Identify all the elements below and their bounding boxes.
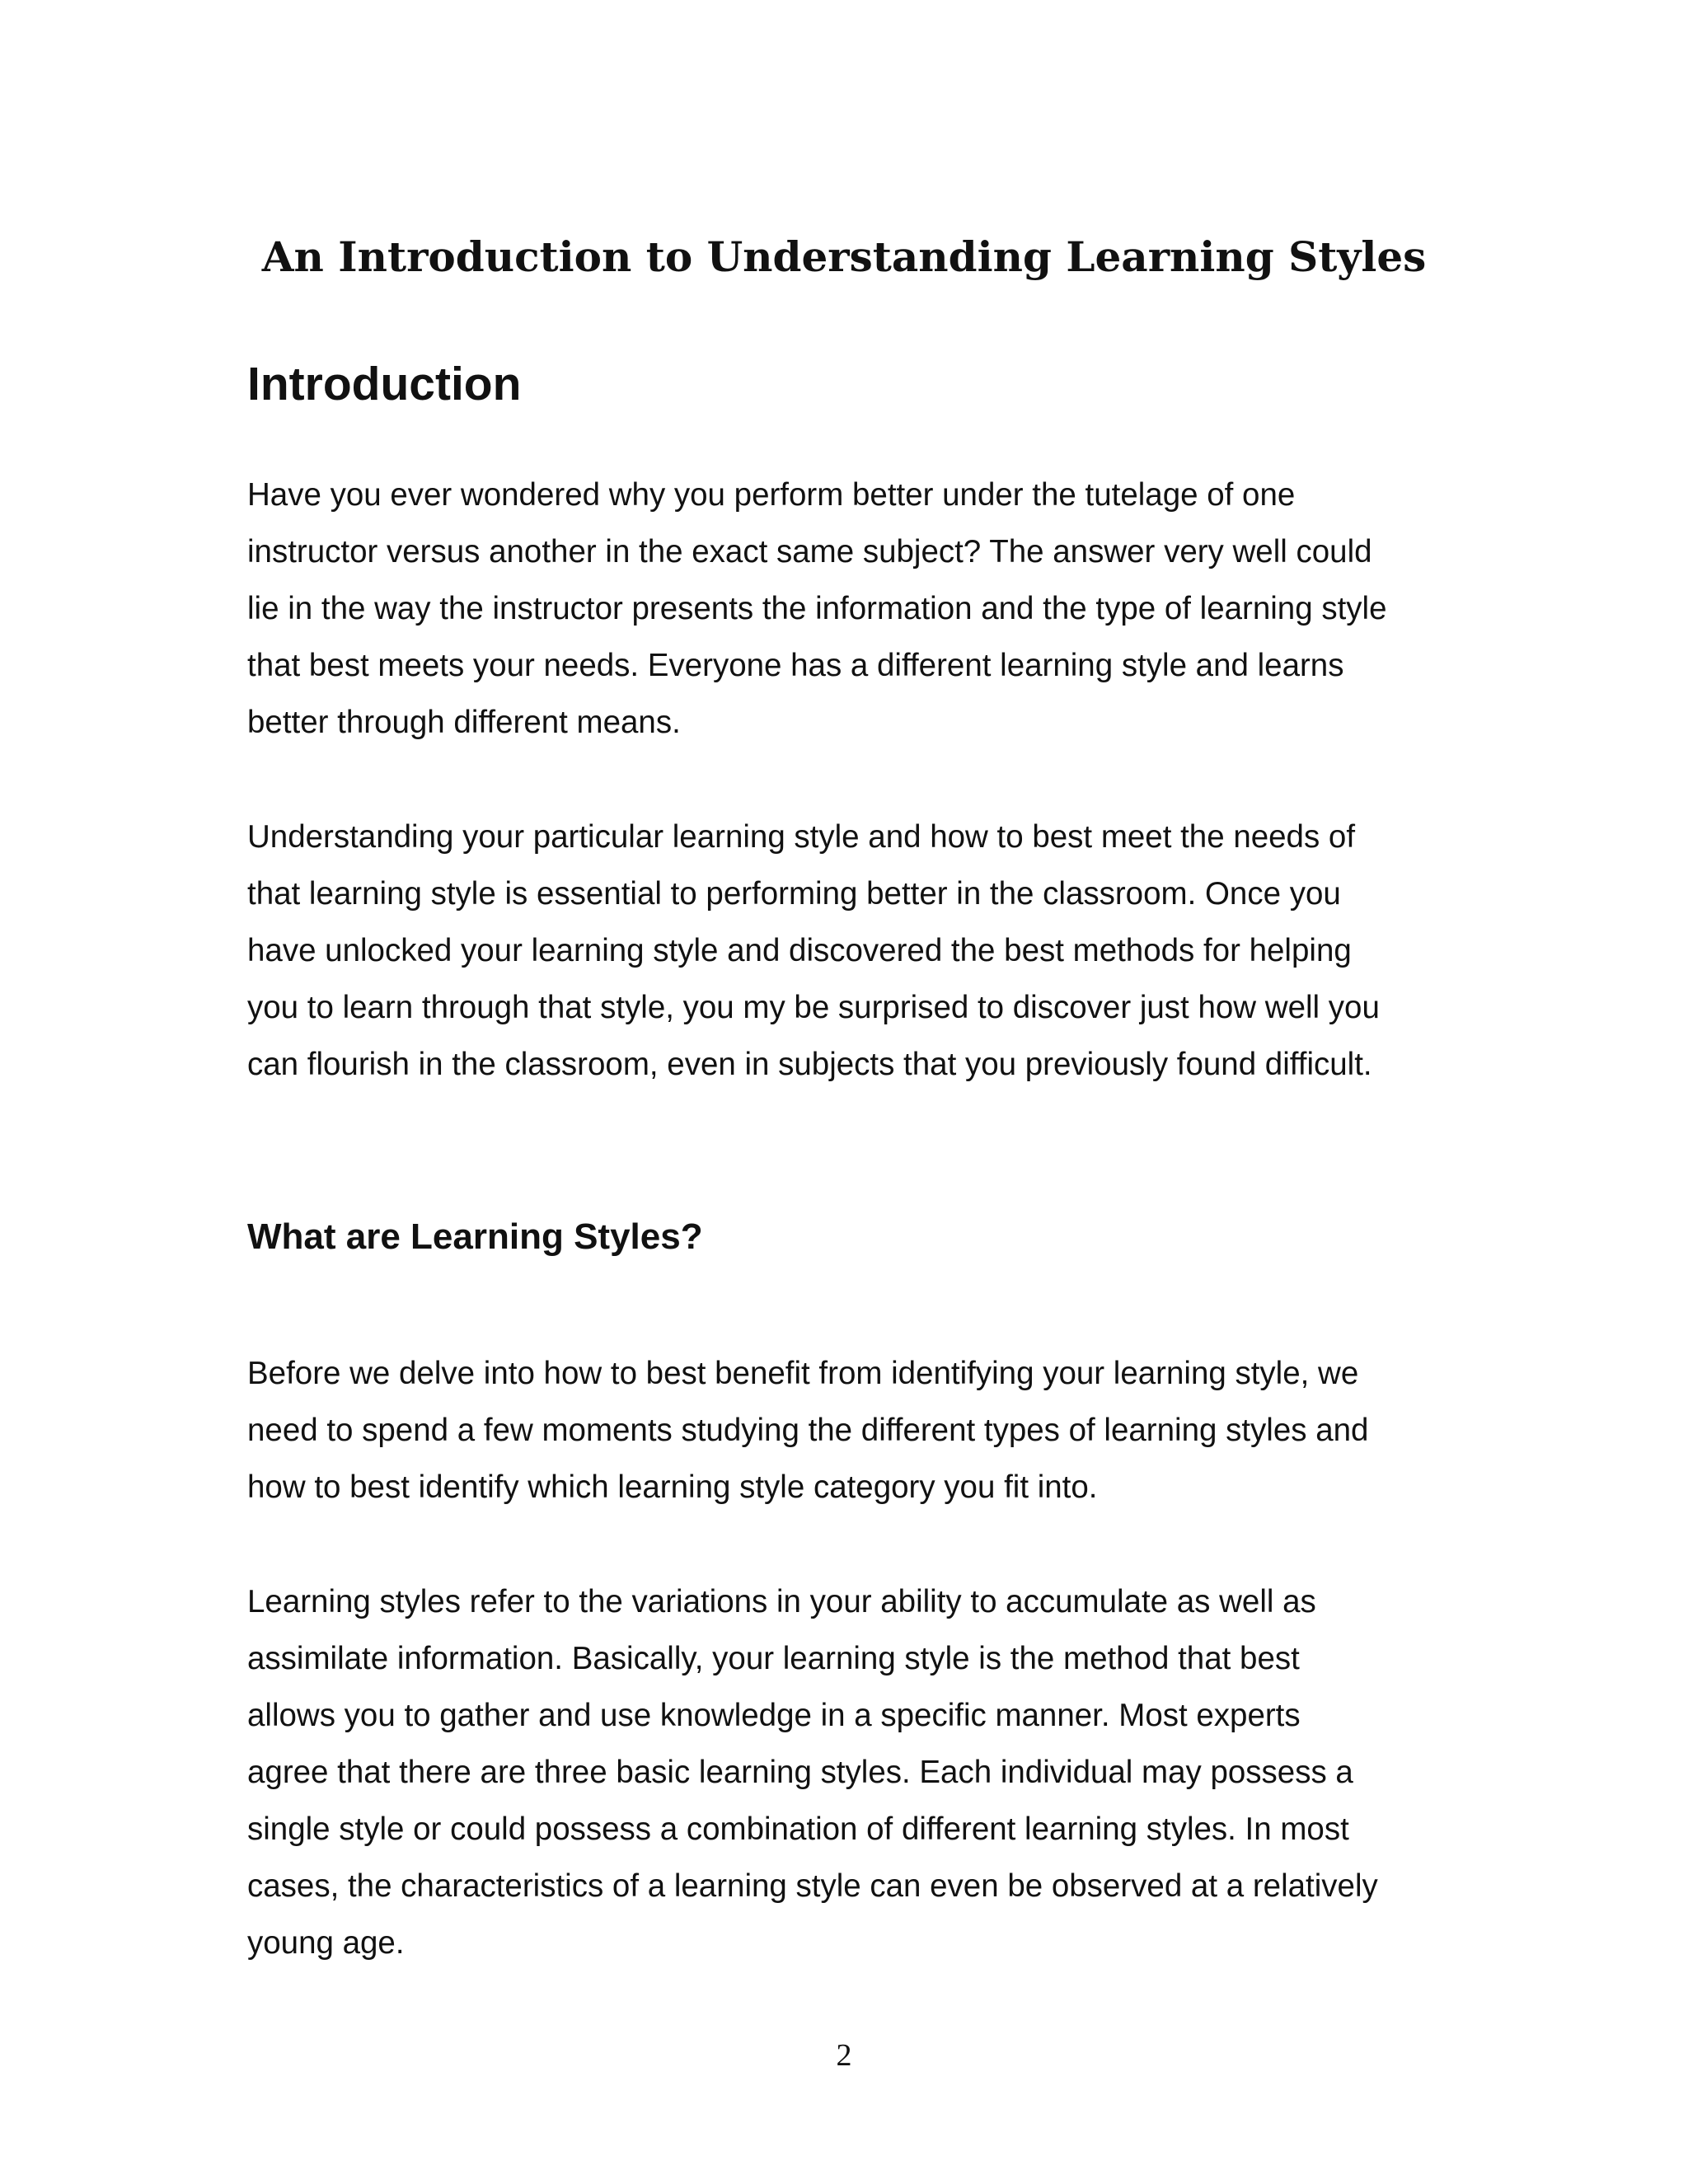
paragraph-line: better through different means. xyxy=(247,705,681,740)
paragraph-line: Have you ever wondered why you perform better under the tutelage of one xyxy=(247,477,1296,513)
paragraph xyxy=(247,466,1387,751)
paragraph-line: allows you to gather and use knowledge in a specific manner. Most experts xyxy=(247,1698,1301,1733)
section-heading-introduction: Introduction xyxy=(247,358,522,410)
document-title: An Introduction to Understanding Learning Styles xyxy=(261,232,1427,281)
paragraph-line: assimilate information. Basically, your learning style is the method that best xyxy=(247,1641,1300,1676)
paragraph xyxy=(247,1345,1368,1516)
paragraph xyxy=(247,808,1380,1093)
paragraph-line: you to learn through that style, you my be surprised to discover just how well you xyxy=(247,990,1380,1025)
paragraph-line: single style or could possess a combination of different learning styles. In most xyxy=(247,1811,1349,1847)
page-number: 2 xyxy=(836,2038,852,2073)
paragraph-line: how to best identify which learning style category you fit into. xyxy=(247,1469,1098,1505)
paragraph-line: need to spend a few moments studying the different types of learning styles and xyxy=(247,1413,1369,1448)
paragraph-line: have unlocked your learning style and discovered the best methods for helping xyxy=(247,933,1352,968)
paragraph-line: Understanding your particular learning style and how to best meet the needs of xyxy=(247,819,1356,855)
paragraph-line: cases, the characteristics of a learning style can even be observed at a relatively xyxy=(247,1868,1378,1904)
paragraph-line: Learning styles refer to the variations in your ability to accumulate as well as xyxy=(247,1584,1316,1619)
paragraph xyxy=(247,1573,1378,1971)
section-heading-learning-styles: What are Learning Styles? xyxy=(247,1216,703,1257)
paragraph-line: can flourish in the classroom, even in subjects that you previously found difficult. xyxy=(247,1047,1372,1082)
paragraph-line: that learning style is essential to performing better in the classroom. Once you xyxy=(247,876,1341,912)
paragraph-line: that best meets your needs. Everyone has a different learning style and learns xyxy=(247,648,1344,683)
paragraph-line: instructor versus another in the exact same subject? The answer very well could xyxy=(247,534,1372,569)
paragraph-line: young age. xyxy=(247,1925,405,1961)
paragraph-line: lie in the way the instructor presents the information and the type of learning style xyxy=(247,591,1387,626)
paragraph-line: Before we delve into how to best benefit from identifying your learning style, we xyxy=(247,1356,1359,1391)
paragraph-line: agree that there are three basic learning styles. Each individual may possess a xyxy=(247,1755,1353,1790)
